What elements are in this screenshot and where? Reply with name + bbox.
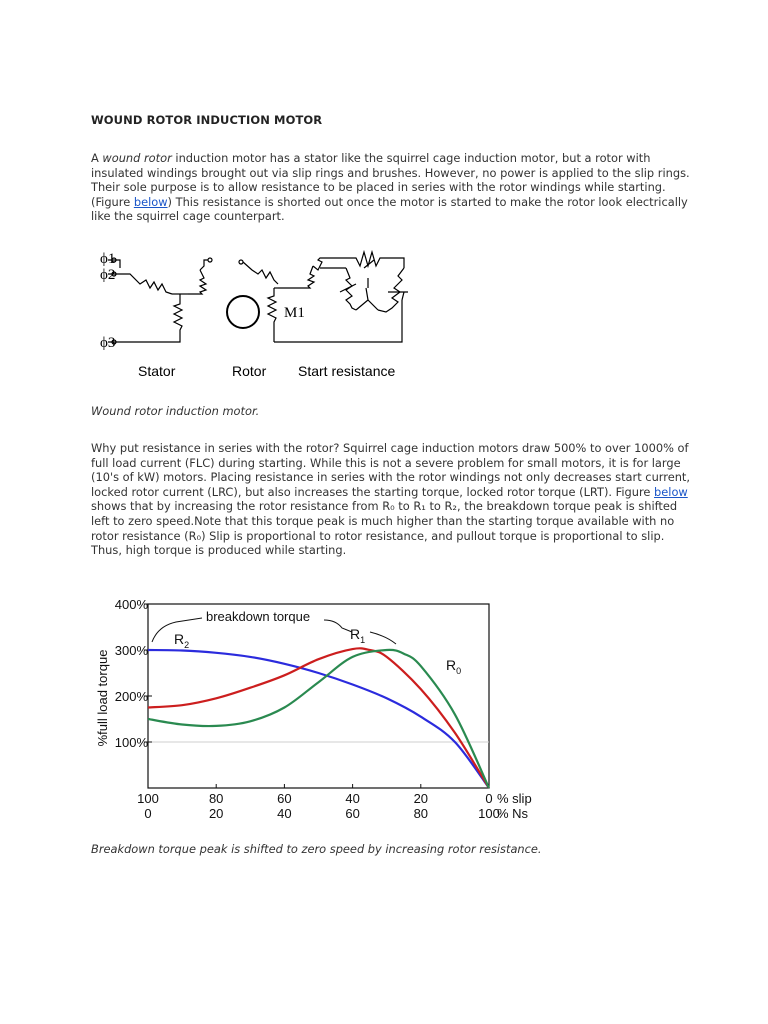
series-label-r1: $R_1$ [350, 626, 366, 645]
breakdown-annotation: breakdown torque [206, 609, 311, 624]
y-tick-label: 200% [114, 689, 148, 704]
y-axis-label: %full load torque [95, 649, 110, 747]
schematic-caption: Wound rotor induction motor. [91, 404, 260, 418]
series-line-r2 [148, 650, 489, 788]
torque-chart [80, 592, 560, 832]
intro-text-b: induction motor has a stator like the squirrel cage induction motor, but a rotor with insulated windings brought out via slip rings and brushes. However, no power is applied to the slip rings. Their sole purpose is to allow resistance to be placed in series with the rotor windings while starting. (Figure [91, 151, 690, 209]
x-tick-label-slip: 100 [137, 791, 159, 806]
x-tick-label-ns: 0 [144, 806, 152, 821]
x-tick-label-slip: 20 [413, 791, 429, 806]
wound-rotor-schematic [88, 244, 418, 384]
x-tick-label-ns: 40 [277, 806, 292, 821]
x-tick-label-slip: 80 [208, 791, 224, 806]
figure-below-link-2[interactable]: below [654, 484, 688, 499]
x-unit-slip: % slip [497, 791, 532, 806]
x-tick-label-ns: 20 [208, 806, 224, 821]
stator-label: Stator [138, 363, 176, 379]
series-line-r1 [148, 648, 489, 788]
intro-emphasis: wound rotor [102, 151, 172, 165]
y-tick-label: 100% [114, 735, 148, 750]
series-line-r0 [148, 650, 489, 788]
phase-1-label: ϕ1 [100, 251, 116, 267]
rotor-label: Rotor [232, 363, 267, 379]
x-tick-label-slip: 0 [485, 791, 493, 806]
series-label-r2: $R_2$ [174, 631, 190, 650]
r1-leader-right [370, 632, 396, 644]
intro-text-c: ) This resistance is shorted out once the motor is started to make the rotor look electrically like the squirrel cage counterpart. [91, 194, 688, 224]
motor-label: M1 [284, 305, 305, 321]
x-tick-label-ns: 100 [478, 806, 500, 821]
x-tick-label-slip: 60 [277, 791, 292, 806]
intro-paragraph [91, 151, 691, 224]
series-label-r0: $R_0$ [446, 657, 462, 676]
intro-text-a: A [91, 151, 103, 165]
plot-frame [148, 604, 489, 788]
x-tick-label-slip: 40 [345, 791, 360, 806]
figure-below-link[interactable]: below [133, 194, 168, 209]
phase-2-label: ϕ2 [100, 267, 116, 283]
annotation-leader-right [324, 620, 352, 632]
phase-3-label: ϕ3 [100, 335, 116, 351]
y-tick-label: 300% [114, 643, 148, 658]
x-tick-label-ns: 60 [345, 806, 360, 821]
start-resistance-label: Start resistance [298, 363, 396, 379]
x-unit-ns: % Ns [497, 806, 529, 821]
y-tick-label: 400% [114, 597, 148, 612]
article-title: WOUND ROTOR INDUCTION MOTOR [91, 113, 323, 127]
body-text-b: shows that by increasing the rotor resistance from R₀ to R₁ to R₂, the breakdown torque peak is shifted left to zero speed.Note that this torque peak is much higher than the starting torque available with no rotor resistance (R₀) Slip is proportional to rotor resistance, and pullout torque is proportional to slip. Thus, high torque is produced while starting. [91, 499, 678, 558]
body-paragraph [91, 441, 691, 558]
body-text-a: Why put resistance in series with the rotor? Squirrel cage induction motors draw 500% to over 1000% of full load current (FLC) during starting. While this is not a severe problem for small motors, it is for large (10's of kW) motors. Placing resistance in series with the rotor windings not only decreases start current, locked rotor current (LRC), but also increases the starting torque, locked rotor torque (LRT). Figure [91, 441, 691, 499]
chart-caption: Breakdown torque peak is shifted to zero speed by increasing rotor resistance. [91, 842, 542, 856]
x-tick-label-ns: 80 [413, 806, 429, 821]
